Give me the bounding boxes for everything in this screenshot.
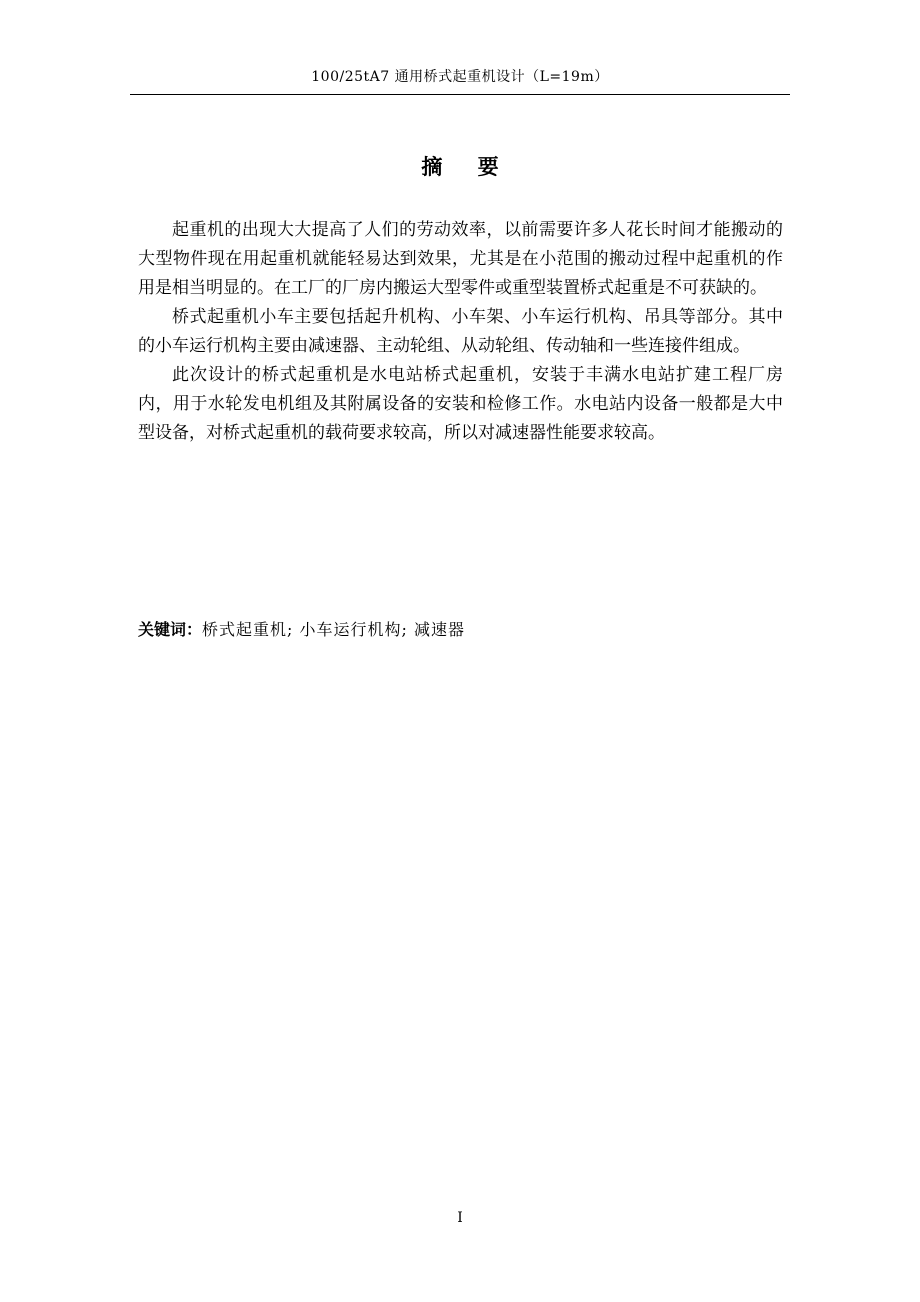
abstract-paragraph-1: 起重机的出现大大提高了人们的劳动效率，以前需要许多人花长时间才能搬动的大型物件现在用起重机就能轻易达到效果，尤其是在小范围的搬动过程中起重机的作用是相当明显的。在工厂的厂房内搬运大型零件或重型装置桥式起重是不可获缺的。 <box>138 220 783 298</box>
abstract-body <box>138 216 783 448</box>
keywords-line <box>138 617 783 643</box>
abstract-paragraph-2: 桥式起重机小车主要包括起升机构、小车架、小车运行机构、吊具等部分。其中的小车运行机构主要由减速器、主动轮组、从动轮组、传动轴和一些连接件组成。 <box>138 307 783 356</box>
page-title: 摘 要 <box>421 154 513 179</box>
page-number: I <box>457 1210 463 1226</box>
keywords-values: 桥式起重机; 小车运行机构; 减速器 <box>202 620 465 639</box>
header-rule <box>130 94 790 95</box>
keywords-label: 关键词： <box>138 620 203 639</box>
running-header: 100/25tA7 通用桥式起重机设计（L=19m） <box>311 69 609 85</box>
abstract-paragraph-3: 此次设计的桥式起重机是水电站桥式起重机，安装于丰满水电站扩建工程厂房内，用于水轮发电机组及其附属设备的安装和检修工作。水电站内设备一般都是大中型设备，对桥式起重机的载荷要求较高，所以对减速器性能要求较高。 <box>138 365 783 443</box>
